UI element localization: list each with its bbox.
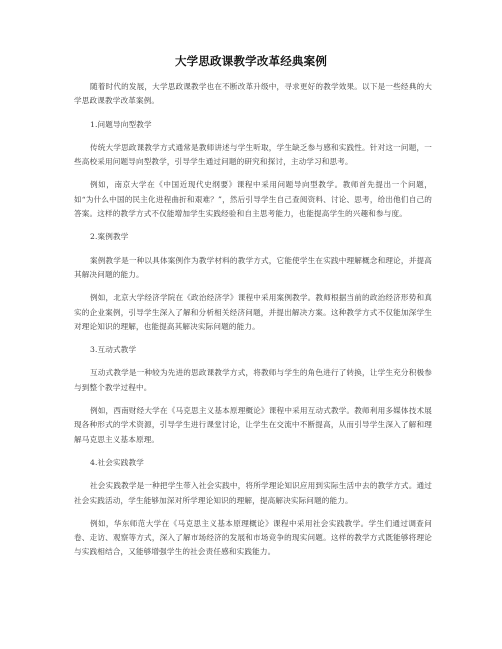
section-2-paragraph-1: 案例教学是一种以具体案例作为教学材料的教学方式，它能使学生在实践中理解概念和理论，并提高其解决问题的能力。 <box>74 255 432 279</box>
section-4-paragraph-1: 社会实践教学是一种把学生带入社会实践中，将所学理论知识应用到实际生活中去的教学方式。通过社会实践活动，学生能够加深对所学理论知识的理解，提高解决实际问题的能力。 <box>74 481 432 505</box>
document-body <box>74 80 432 560</box>
section-heading-2: 2.案例教学 <box>90 232 129 242</box>
section-1-paragraph-2: 例如，南京大学在《中国近现代史纲要》课程中采用问题导向型教学。教师首先提出一个问题，如“为什么中国的民主化进程曲折和艰难？”，然后引导学生自己查阅资料、讨论、思考，给出他们自己的答案。这样的教学方式不仅能增加学生实践经验和自主思考能力，也能提高学生的兴趣和参与度。 <box>74 180 432 219</box>
intro-paragraph: 随着时代的发展，大学思政课教学也在不断改革升级中，寻求更好的教学效果。以下是一些经典的大学思政课教学改革案例。 <box>74 82 432 106</box>
section-heading-1: 1.问题导向型教学 <box>90 119 152 129</box>
section-heading-3: 3.互动式教学 <box>90 345 137 355</box>
section-4-paragraph-2: 例如，华东师范大学在《马克思主义基本原理概论》课程中采用社会实践教学。学生们通过调查问卷、走访、观察等方式，深入了解市场经济的发展和市场竞争的现实问题。这样的教学方式既能够将理论与实践相结合，又能够增强学生的社会责任感和实践能力。 <box>74 518 432 557</box>
section-2-paragraph-2: 例如，北京大学经济学院在《政治经济学》课程中采用案例教学。教师根据当前的政治经济形势和真实的企业案例，引导学生深入了解和分析相关经济问题，并提出解决方案。这种教学方式不仅能加深学生对理论知识的理解，也能提高其解决实际问题的能力。 <box>74 293 432 331</box>
section-3-paragraph-2: 例如，西南财经大学在《马克思主义基本原理概论》课程中采用互动式教学。教师利用多媒体技术展现各种形式的学术资源，引导学生进行课堂讨论，让学生在交流中不断提高，从而引导学生深入了解和理解马克思主义基本原理。 <box>74 406 432 444</box>
section-1-paragraph-1: 传统大学思政课教学方式通常是教师讲述与学生听取，学生缺乏参与感和实践性。针对这一问题，一些高校采用问题导向型教学，引导学生通过问题的研究和探讨，主动学习和思考。 <box>74 142 432 167</box>
document-title: 大学思政课教学改革经典案例 <box>174 54 328 68</box>
section-3-paragraph-1: 互动式教学是一种较为先进的思政课教学方式，将教师与学生的角色进行了转换，让学生充分积极参与到整个教学过程中。 <box>74 368 432 392</box>
section-heading-4: 4.社会实践教学 <box>90 457 145 467</box>
